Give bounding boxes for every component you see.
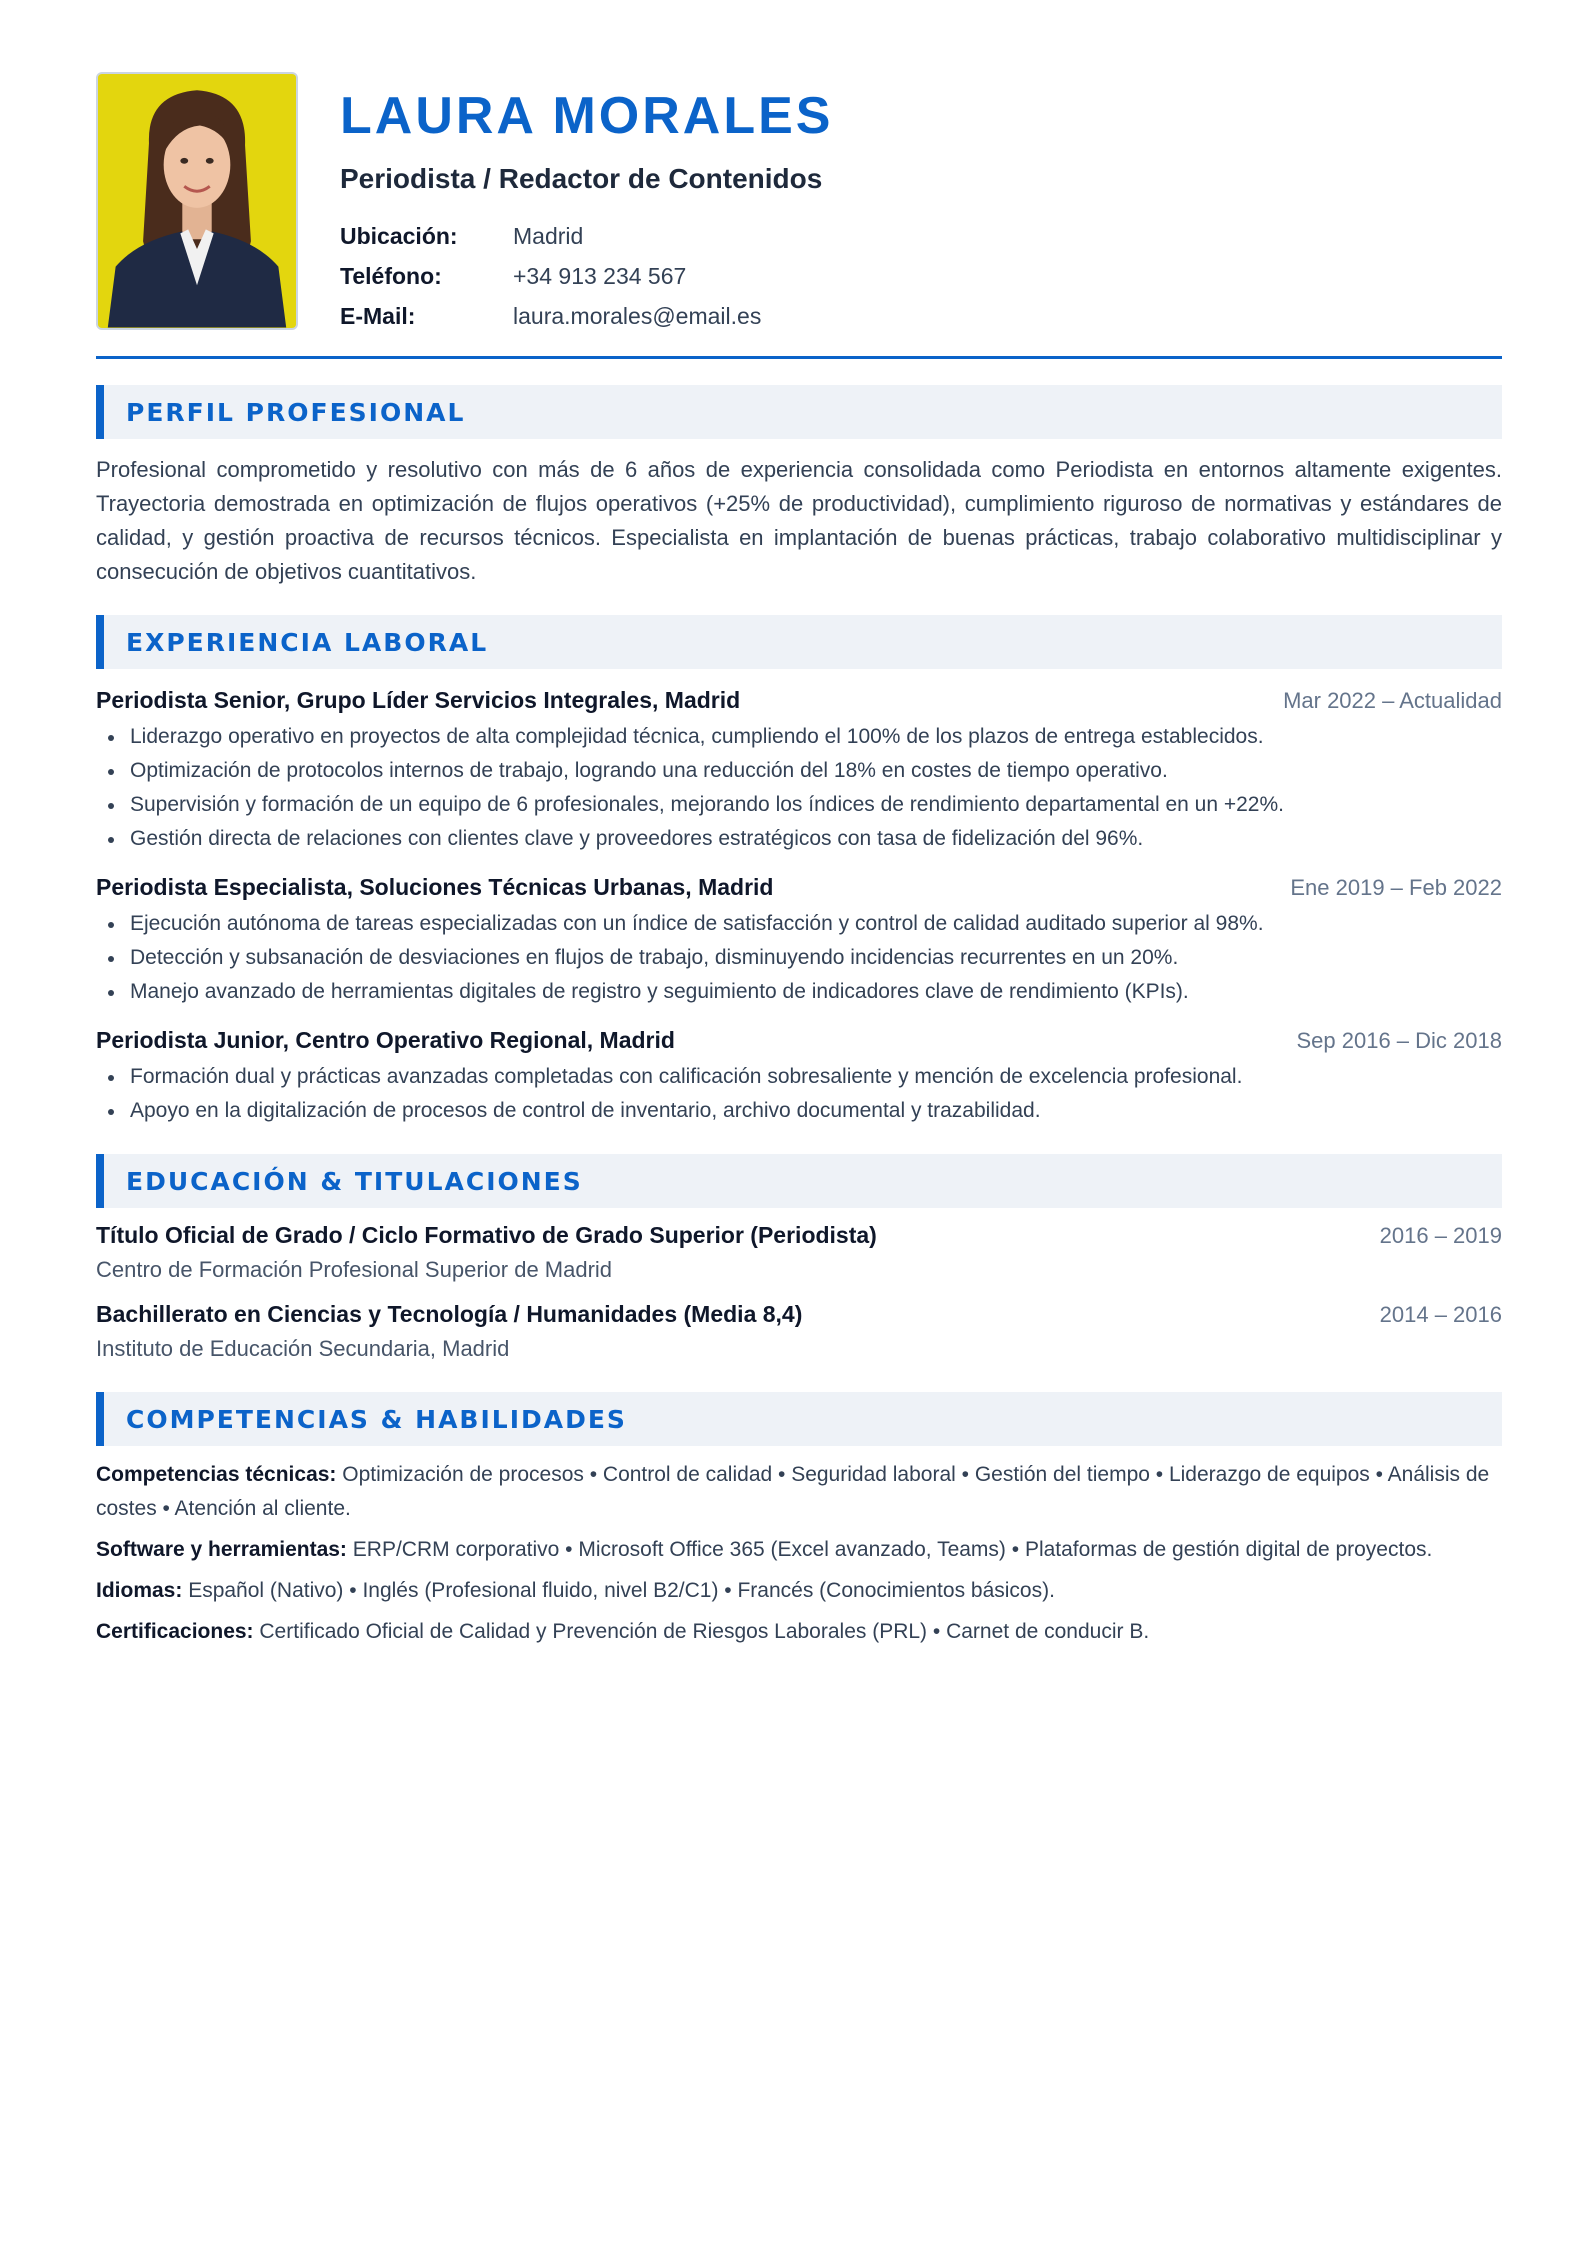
section-title: COMPETENCIAS & HABILIDADES bbox=[126, 1404, 627, 1434]
profile-photo bbox=[96, 72, 298, 330]
job-title: Periodista Junior, Centro Operativo Regional, Madrid bbox=[96, 1027, 675, 1053]
job-bullets bbox=[96, 1060, 1502, 1128]
contact-row-location bbox=[340, 216, 834, 256]
education-header bbox=[96, 1218, 1502, 1253]
job-date: Sep 2016 – Dic 2018 bbox=[1296, 1028, 1502, 1053]
section-header-profile bbox=[96, 385, 1502, 439]
skill-label: Software y herramientas: bbox=[96, 1538, 353, 1561]
contact-value: +34 913 234 567 bbox=[513, 263, 687, 289]
section-header-experience bbox=[96, 615, 1502, 669]
education-title: Bachillerato en Ciencias y Tecnología / Humanidades (Media 8,4) bbox=[96, 1301, 803, 1327]
education-entry bbox=[96, 1218, 1502, 1287]
section-title: PERFIL PROFESIONAL bbox=[126, 397, 466, 427]
job-bullet: Ejecución autónoma de tareas especializadas con un índice de satisfacción y control de calidad auditado superior al 98%. bbox=[96, 907, 1502, 941]
job-entry bbox=[96, 870, 1502, 1009]
header-info bbox=[340, 72, 834, 336]
skill-text: Certificado Oficial de Calidad y Prevención de Riesgos Laborales (PRL) • Carnet de conducir B. bbox=[259, 1620, 1150, 1643]
section-header-education bbox=[96, 1154, 1502, 1208]
job-bullet: Detección y subsanación de desviaciones en flujos de trabajo, disminuyendo incidencias recurrentes en un 20%. bbox=[96, 941, 1502, 975]
job-title: Periodista Especialista, Soluciones Técnicas Urbanas, Madrid bbox=[96, 874, 774, 900]
skills-list bbox=[96, 1458, 1502, 1649]
education-date: 2014 – 2016 bbox=[1379, 1302, 1502, 1327]
skill-label: Idiomas: bbox=[96, 1579, 189, 1602]
contact-value: laura.morales@email.es bbox=[513, 303, 762, 329]
candidate-role: Periodista / Redactor de Contenidos bbox=[340, 163, 823, 194]
job-title: Periodista Senior, Grupo Líder Servicios Integrales, Madrid bbox=[96, 687, 741, 713]
skill-text: ERP/CRM corporativo • Microsoft Office 365 (Excel avanzado, Teams) • Plataformas de gestión digital de proyectos. bbox=[352, 1538, 1433, 1561]
job-date: Ene 2019 – Feb 2022 bbox=[1290, 875, 1502, 900]
job-header bbox=[96, 870, 1502, 905]
job-bullets bbox=[96, 907, 1502, 1009]
education-school: Instituto de Educación Secundaria, Madrid bbox=[96, 1336, 510, 1361]
profile-summary: Profesional comprometido y resolutivo con más de 6 años de experiencia consolidada como Periodista en entornos altamente exigentes. Trayectoria demostrada en optimización de flujos operativos (+25% de productividad), cumplimiento riguroso de normativas y estándares de calidad, y gestión proactiva de recursos técnicos. Especialista en implantación de buenas prácticas, trabajo colaborativo multidisciplinar y consecución de objetivos cuantitativos. bbox=[96, 457, 1502, 584]
skill-item bbox=[96, 1533, 1502, 1567]
education-school: Centro de Formación Profesional Superior de Madrid bbox=[96, 1257, 613, 1282]
resume-page bbox=[96, 72, 1502, 1649]
job-bullet: Optimización de protocolos internos de trabajo, logrando una reducción del 18% en costes de tiempo operativo. bbox=[96, 754, 1502, 788]
contact-list bbox=[340, 216, 834, 336]
job-entry bbox=[96, 1023, 1502, 1128]
job-bullet: Manejo avanzado de herramientas digitales de registro y seguimiento de indicadores clave de rendimiento (KPIs). bbox=[96, 975, 1502, 1009]
job-bullet: Gestión directa de relaciones con clientes clave y proveedores estratégicos con tasa de fidelización del 96%. bbox=[96, 822, 1502, 856]
skill-item bbox=[96, 1615, 1502, 1649]
job-bullet: Apoyo en la digitalización de procesos de control de inventario, archivo documental y trazabilidad. bbox=[96, 1094, 1502, 1128]
section-header-skills bbox=[96, 1392, 1502, 1446]
job-date: Mar 2022 – Actualidad bbox=[1283, 688, 1502, 713]
skill-label: Competencias técnicas: bbox=[96, 1463, 343, 1486]
skill-text: Español (Nativo) • Inglés (Profesional fluido, nivel B2/C1) • Francés (Conocimientos básicos). bbox=[188, 1579, 1055, 1602]
contact-value: Madrid bbox=[513, 223, 584, 249]
header-divider bbox=[96, 356, 1502, 359]
resume-header bbox=[96, 72, 1502, 336]
section-title: EDUCACIÓN & TITULACIONES bbox=[126, 1166, 583, 1196]
contact-label: Ubicación: bbox=[340, 223, 458, 249]
job-bullet: Supervisión y formación de un equipo de 6 profesionales, mejorando los índices de rendimiento departamental en un +22%. bbox=[96, 788, 1502, 822]
skill-item bbox=[96, 1458, 1502, 1526]
contact-label: E-Mail: bbox=[340, 303, 416, 329]
job-header bbox=[96, 683, 1502, 718]
education-entry bbox=[96, 1297, 1502, 1366]
education-header bbox=[96, 1297, 1502, 1332]
contact-row-phone bbox=[340, 256, 834, 296]
education-date: 2016 – 2019 bbox=[1379, 1223, 1502, 1248]
skill-label: Certificaciones: bbox=[96, 1620, 260, 1643]
candidate-name: LAURA MORALES bbox=[340, 87, 834, 145]
job-bullet: Formación dual y prácticas avanzadas completadas con calificación sobresaliente y mención de excelencia profesional. bbox=[96, 1060, 1502, 1094]
contact-label: Teléfono: bbox=[340, 263, 442, 289]
section-title: EXPERIENCIA LABORAL bbox=[126, 627, 489, 657]
job-bullets bbox=[96, 720, 1502, 856]
job-header bbox=[96, 1023, 1502, 1058]
skill-item bbox=[96, 1574, 1502, 1608]
skill-text: Optimización de procesos • Control de calidad • Seguridad laboral • Gestión del tiempo • Liderazgo de equipos • Análisis de costes • Atención al cliente. bbox=[96, 1463, 1490, 1520]
education-title: Título Oficial de Grado / Ciclo Formativo de Grado Superior (Periodista) bbox=[96, 1222, 877, 1248]
job-bullet: Liderazgo operativo en proyectos de alta complejidad técnica, cumpliendo el 100% de los plazos de entrega establecidos. bbox=[96, 720, 1502, 754]
portrait-image bbox=[98, 74, 296, 328]
contact-row-email bbox=[340, 296, 834, 336]
job-entry bbox=[96, 683, 1502, 856]
